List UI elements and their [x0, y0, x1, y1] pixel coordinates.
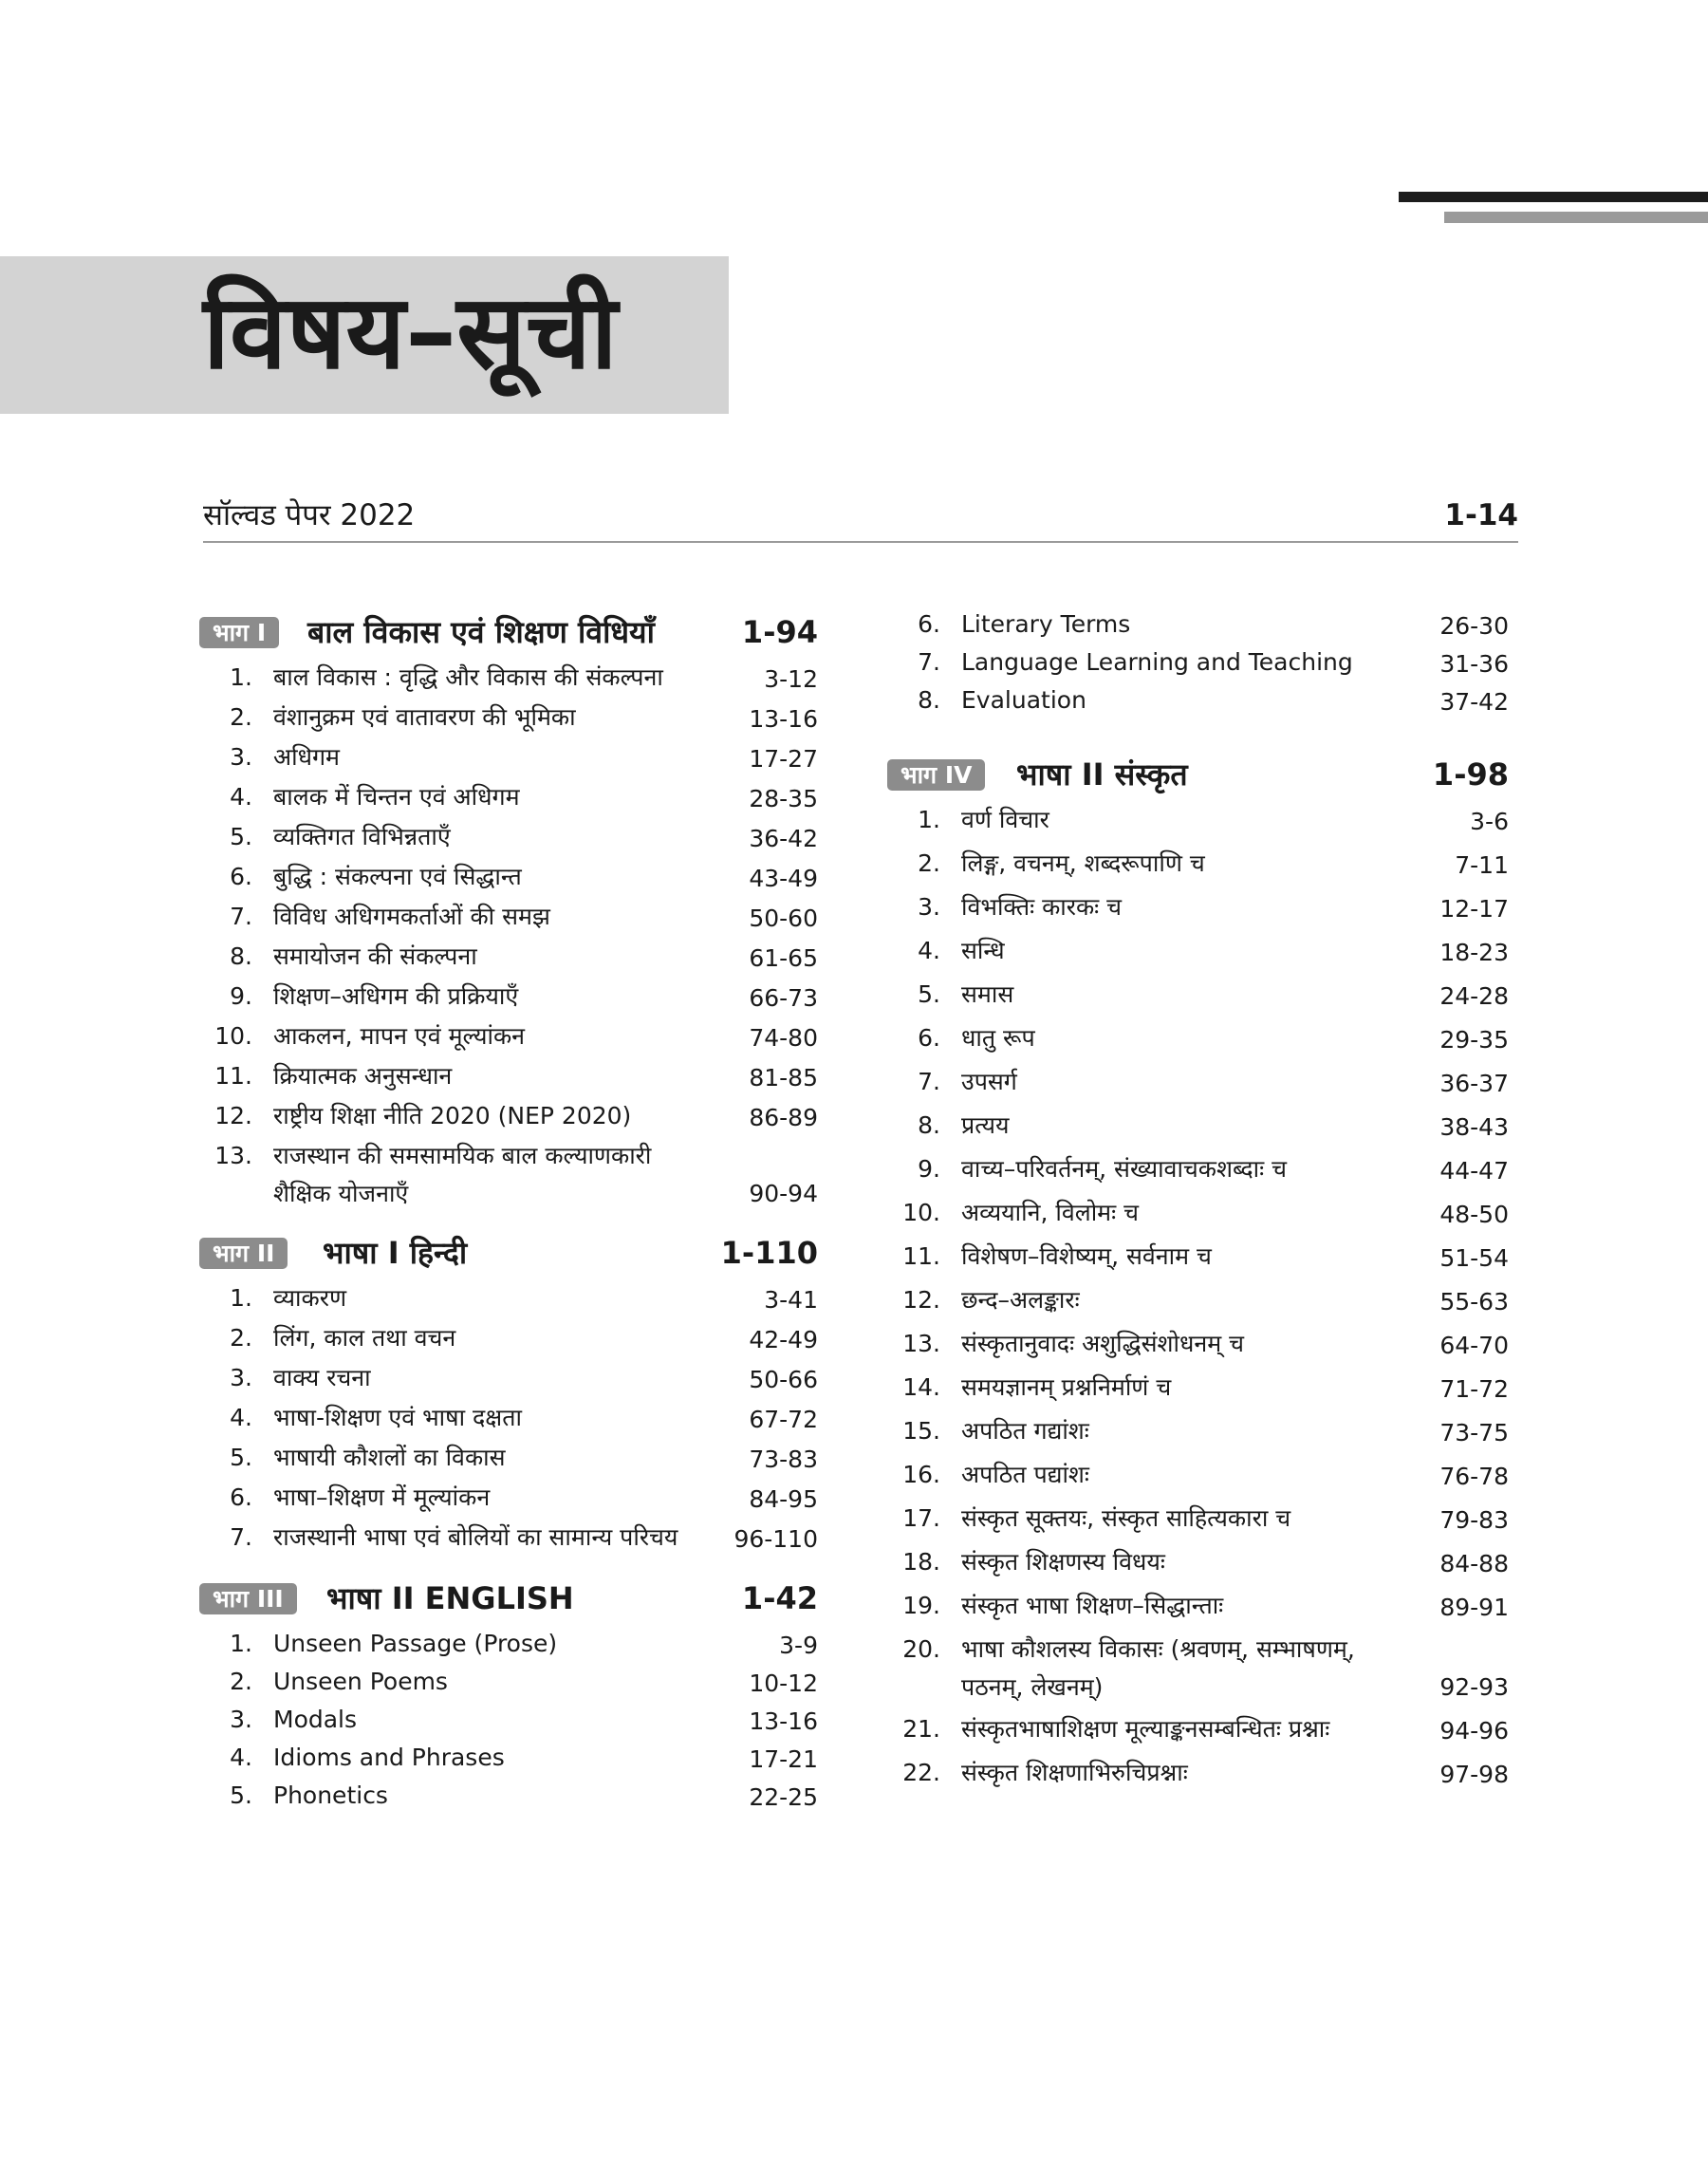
entry-number: 6. — [230, 1483, 252, 1511]
entry-number: 7. — [918, 648, 940, 676]
entry-pages: 89-91 — [1439, 1594, 1509, 1621]
section-items-part-4 — [887, 801, 1509, 1794]
entry-number: 8. — [230, 942, 252, 970]
entry-number: 4. — [230, 783, 252, 811]
toc-entry — [887, 932, 1509, 972]
toc-entry — [199, 1519, 818, 1558]
entry-number: 16. — [902, 1461, 940, 1488]
toc-entry — [887, 644, 1509, 683]
entry-number: 6. — [918, 1024, 940, 1052]
entry-title: संस्कृतभाषाशिक्षण मूल्याङ्कनसम्बन्धितः प्रश्नाः — [961, 1715, 1330, 1743]
entry-pages: 84-95 — [749, 1485, 818, 1513]
entry-pages: 13-16 — [749, 705, 818, 733]
toc-entry — [887, 801, 1509, 841]
entry-title: विभक्तिः कारकः च — [961, 893, 1123, 921]
entry-title: वाच्य–परिवर्तनम्, संख्यावाचकशब्दाः च — [961, 1155, 1287, 1183]
entry-number: 19. — [902, 1592, 940, 1619]
entry-number: 11. — [902, 1242, 940, 1270]
entry-pages: 73-83 — [749, 1446, 818, 1473]
toc-entry — [199, 1097, 818, 1137]
toc-entry — [199, 738, 818, 778]
part-badge: भाग I — [199, 617, 279, 648]
entry-title: वंशानुक्रम एवं वातावरण की भूमिका — [273, 703, 576, 731]
entry-title: Literary Terms — [961, 610, 1131, 638]
entry-title: लिंग, काल तथा वचन — [273, 1324, 456, 1352]
entry-pages: 61-65 — [749, 944, 818, 972]
section-items-part-1 — [199, 659, 818, 1213]
section-title: भाषा I हिन्दी — [323, 1235, 468, 1271]
entry-number: 2. — [230, 703, 252, 731]
entry-pages: 66-73 — [749, 984, 818, 1012]
entry-pages: 73-75 — [1439, 1419, 1509, 1446]
section-title: बाल विकास एवं शिक्षण विधियाँ — [307, 614, 655, 650]
section-pages: 1-42 — [741, 1580, 818, 1616]
entry-title: Language Learning and Teaching — [961, 648, 1353, 676]
entry-number: 5. — [230, 823, 252, 850]
entry-title: Unseen Passage (Prose) — [273, 1630, 558, 1657]
toc-entry — [887, 845, 1509, 885]
entry-title: वर्ण विचार — [961, 806, 1049, 833]
entry-title: धातु रूप — [961, 1024, 1035, 1052]
entry-number: 3. — [230, 743, 252, 771]
entry-title: समायोजन की संकल्पना — [273, 942, 477, 970]
solved-paper-row — [203, 492, 1518, 539]
toc-entry — [887, 1631, 1509, 1707]
toc-entry — [199, 1479, 818, 1519]
entry-pages: 90-94 — [749, 1180, 818, 1207]
entry-number: 3. — [918, 893, 940, 921]
entry-number: 12. — [214, 1102, 252, 1129]
solved-paper-label: सॉल्वड पेपर 2022 — [203, 498, 416, 532]
entry-pages: 42-49 — [749, 1326, 818, 1353]
entry-title: Evaluation — [961, 686, 1086, 714]
entry-pages: 3-41 — [764, 1286, 818, 1314]
entry-pages: 3-9 — [779, 1632, 818, 1659]
entry-title: समास — [961, 980, 1014, 1008]
toc-entry — [887, 1107, 1509, 1147]
entry-number: 2. — [230, 1324, 252, 1352]
entry-pages: 79-83 — [1439, 1506, 1509, 1534]
entry-pages: 3-12 — [764, 665, 818, 693]
entry-pages: 26-30 — [1439, 612, 1509, 640]
entry-number: 6. — [230, 863, 252, 890]
entry-title: संस्कृत शिक्षणस्य विधयः — [961, 1548, 1165, 1576]
toc-entry — [887, 1150, 1509, 1190]
entry-title: प्रत्यय — [961, 1111, 1010, 1139]
toc-entry — [887, 1587, 1509, 1627]
entry-number: 7. — [918, 1068, 940, 1095]
entry-pages: 84-88 — [1439, 1550, 1509, 1577]
entry-number: 5. — [230, 1782, 252, 1809]
entry-title: Modals — [273, 1706, 358, 1733]
entry-pages: 36-42 — [749, 825, 818, 852]
section-title: भाषा II ENGLISH — [326, 1580, 574, 1616]
toc-entry — [887, 1325, 1509, 1365]
entry-title: अपठित पद्यांशः — [961, 1461, 1089, 1488]
entry-number: 6. — [918, 610, 940, 638]
entry-title: व्यक्तिगत विभिन्नताएँ — [273, 823, 451, 850]
entry-pages: 67-72 — [749, 1406, 818, 1433]
toc-entry — [199, 1319, 818, 1359]
toc-entry — [887, 1710, 1509, 1750]
entry-title: अपठित गद्यांशः — [961, 1417, 1089, 1445]
entry-title: भाषायी कौशलों का विकास — [273, 1444, 506, 1471]
part-badge: भाग III — [199, 1583, 297, 1614]
entry-number: 22. — [902, 1759, 940, 1786]
entry-number: 12. — [902, 1286, 940, 1314]
entry-pages: 13-16 — [749, 1707, 818, 1735]
entry-number: 1. — [918, 806, 940, 833]
toc-entry — [887, 1543, 1509, 1583]
entry-title: संस्कृतानुवादः अशुद्धिसंशोधनम् च — [961, 1330, 1245, 1357]
toc-entry — [199, 1739, 818, 1779]
toc-entry — [199, 1663, 818, 1703]
entry-pages: 94-96 — [1439, 1717, 1509, 1745]
toc-entry — [199, 1279, 818, 1319]
toc-entry — [199, 1625, 818, 1665]
entry-title: राजस्थानी भाषा एवं बोलियों का सामान्य परिचय — [273, 1523, 678, 1551]
entry-pages: 51-54 — [1439, 1244, 1509, 1272]
entry-number: 4. — [230, 1404, 252, 1431]
toc-entry — [887, 1063, 1509, 1103]
toc-entry — [199, 1017, 818, 1057]
entry-pages: 81-85 — [749, 1064, 818, 1092]
entry-title: शिक्षण–अधिगम की प्रक्रियाएँ — [273, 982, 519, 1010]
section-heading-part-4 — [887, 748, 1509, 801]
entry-number: 3. — [230, 1706, 252, 1733]
toc-entry — [199, 1777, 818, 1817]
toc-entry — [199, 938, 818, 978]
entry-pages: 50-60 — [749, 905, 818, 932]
entry-number: 11. — [214, 1062, 252, 1090]
entry-title: Idioms and Phrases — [273, 1744, 505, 1771]
toc-entry — [887, 976, 1509, 1016]
section-heading-part-2 — [199, 1226, 818, 1279]
entry-number: 1. — [230, 663, 252, 691]
toc-entry — [887, 606, 1509, 645]
entry-pages: 29-35 — [1439, 1026, 1509, 1054]
entry-number: 10. — [214, 1022, 252, 1050]
entry-pages: 10-12 — [749, 1670, 818, 1697]
toc-right-column — [887, 606, 1509, 1798]
entry-title: अधिगम — [273, 743, 340, 771]
entry-pages: 18-23 — [1439, 939, 1509, 966]
entry-title: उपसर्ग — [961, 1068, 1017, 1095]
toc-entry — [887, 1194, 1509, 1234]
entry-pages: 44-47 — [1439, 1157, 1509, 1185]
entry-pages: 38-43 — [1439, 1113, 1509, 1141]
toc-entry — [887, 1238, 1509, 1278]
toc-entry — [887, 1754, 1509, 1794]
entry-number: 8. — [918, 1111, 940, 1139]
entry-number: 1. — [230, 1284, 252, 1312]
entry-pages: 86-89 — [749, 1104, 818, 1131]
entry-number: 21. — [902, 1715, 940, 1743]
page-title: विषय–सूची — [203, 273, 618, 392]
entry-title: समयज्ञानम् प्रश्ननिर्माणं च — [961, 1373, 1172, 1401]
toc-entry — [887, 1412, 1509, 1452]
section-pages: 1-94 — [741, 614, 818, 650]
entry-number: 2. — [918, 849, 940, 877]
entry-title: विशेषण–विशेष्यम्, सर्वनाम च — [961, 1242, 1212, 1270]
toc-entry — [199, 978, 818, 1017]
entry-title: लिङ्ग, वचनम्, शब्दरूपाणि च — [961, 849, 1205, 877]
entry-pages: 71-72 — [1439, 1375, 1509, 1403]
section-heading-part-1 — [199, 606, 818, 659]
entry-title: वाक्य रचना — [273, 1364, 371, 1391]
toc-entry — [199, 778, 818, 818]
entry-pages: 97-98 — [1439, 1761, 1509, 1788]
toc-entry — [887, 1281, 1509, 1321]
entry-number: 4. — [230, 1744, 252, 1771]
entry-pages: 28-35 — [749, 785, 818, 812]
entry-number: 3. — [230, 1364, 252, 1391]
section-items-part-3-continued — [887, 606, 1509, 721]
entry-title: सन्धि — [961, 937, 1005, 964]
entry-title: संस्कृत सूक्तयः, संस्कृत साहित्यकारा च — [961, 1504, 1291, 1532]
entry-pages: 92-93 — [1439, 1673, 1509, 1701]
entry-number: 13. — [214, 1142, 252, 1169]
entry-number: 20. — [902, 1635, 940, 1663]
entry-pages: 96-110 — [733, 1525, 818, 1553]
entry-title: अव्ययानि, विलोमः च — [961, 1199, 1139, 1226]
entry-pages: 3-6 — [1470, 808, 1509, 835]
entry-pages: 12-17 — [1439, 895, 1509, 923]
entry-pages: 74-80 — [749, 1024, 818, 1052]
toc-entry — [887, 1019, 1509, 1059]
toc-entry — [887, 681, 1509, 721]
toc-entry — [887, 1369, 1509, 1409]
section-items-part-3 — [199, 1625, 818, 1817]
toc-entry — [199, 1137, 818, 1213]
entry-title: Unseen Poems — [273, 1668, 448, 1695]
toc-entry — [199, 1359, 818, 1399]
toc-entry — [887, 1456, 1509, 1496]
toc-entry — [199, 699, 818, 738]
section-title: भाषा II संस्कृत — [1016, 756, 1188, 793]
entry-title: आकलन, मापन एवं मूल्यांकन — [273, 1022, 526, 1050]
toc-entry — [199, 898, 818, 938]
entry-title: संस्कृत शिक्षणाभिरुचिप्रश्नाः — [961, 1759, 1188, 1786]
entry-title: छन्द–अलङ्कारः — [961, 1286, 1080, 1314]
entry-pages: 24-28 — [1439, 982, 1509, 1010]
part-badge: भाग IV — [887, 759, 985, 791]
entry-pages: 31-36 — [1439, 650, 1509, 678]
header-divider — [203, 541, 1518, 543]
toc-entry — [199, 1057, 818, 1097]
part-badge: भाग II — [199, 1238, 288, 1269]
entry-number: 8. — [918, 686, 940, 714]
solved-paper-pages: 1-14 — [1444, 498, 1518, 532]
entry-title: विविध अधिगमकर्ताओं की समझ — [273, 903, 550, 930]
decorative-bar-gray — [1444, 212, 1708, 223]
entry-number: 10. — [902, 1199, 940, 1226]
entry-pages: 50-66 — [749, 1366, 818, 1393]
entry-title: भाषा कौशलस्य विकासः (श्रवणम्, सम्भाषणम्, पठनम्, लेखनम्) — [961, 1635, 1355, 1701]
section-pages: 1-98 — [1432, 756, 1509, 793]
toc-entry — [887, 888, 1509, 928]
toc-entry — [887, 1500, 1509, 1539]
entry-number: 1. — [230, 1630, 252, 1657]
entry-number: 9. — [918, 1155, 940, 1183]
entry-pages: 36-37 — [1439, 1070, 1509, 1097]
decorative-bar-dark — [1399, 192, 1708, 202]
entry-title: बाल विकास : वृद्धि और विकास की संकल्पना — [273, 663, 663, 691]
entry-title: राजस्थान की समसामयिक बाल कल्याणकारी शैक्षिक योजनाएँ — [273, 1142, 652, 1207]
entry-number: 5. — [230, 1444, 252, 1471]
entry-number: 15. — [902, 1417, 940, 1445]
entry-pages: 17-27 — [749, 745, 818, 773]
entry-title: क्रियात्मक अनुसन्धान — [273, 1062, 453, 1090]
entry-pages: 64-70 — [1439, 1332, 1509, 1359]
toc-entry — [199, 1701, 818, 1741]
entry-title: संस्कृत भाषा शिक्षण–सिद्धान्ताः — [961, 1592, 1224, 1619]
entry-number: 7. — [230, 1523, 252, 1551]
entry-title: व्याकरण — [273, 1284, 347, 1312]
entry-number: 13. — [902, 1330, 940, 1357]
toc-entry — [199, 1439, 818, 1479]
entry-pages: 22-25 — [749, 1783, 818, 1811]
entry-number: 17. — [902, 1504, 940, 1532]
entry-pages: 7-11 — [1455, 851, 1509, 879]
section-pages: 1-110 — [720, 1235, 818, 1271]
entry-title: बुद्धि : संकल्पना एवं सिद्धान्त — [273, 863, 522, 890]
entry-title: बालक में चिन्तन एवं अधिगम — [273, 783, 520, 811]
entry-number: 5. — [918, 980, 940, 1008]
toc-entry — [199, 858, 818, 898]
entry-pages: 43-49 — [749, 865, 818, 892]
section-heading-part-3 — [199, 1572, 818, 1625]
entry-number: 7. — [230, 903, 252, 930]
entry-title: Phonetics — [273, 1782, 388, 1809]
entry-number: 14. — [902, 1373, 940, 1401]
entry-number: 18. — [902, 1548, 940, 1576]
toc-entry — [199, 659, 818, 699]
toc-entry — [199, 1399, 818, 1439]
entry-number: 4. — [918, 937, 940, 964]
entry-number: 9. — [230, 982, 252, 1010]
entry-pages: 76-78 — [1439, 1463, 1509, 1490]
entry-title: भाषा–शिक्षण में मूल्यांकन — [273, 1483, 491, 1511]
entry-pages: 55-63 — [1439, 1288, 1509, 1315]
entry-pages: 48-50 — [1439, 1201, 1509, 1228]
toc-entry — [199, 818, 818, 858]
section-items-part-2 — [199, 1279, 818, 1558]
toc-left-column — [199, 606, 818, 1815]
entry-title: राष्ट्रीय शिक्षा नीति 2020 (NEP 2020) — [273, 1102, 632, 1129]
entry-pages: 37-42 — [1439, 688, 1509, 716]
entry-number: 2. — [230, 1668, 252, 1695]
entry-pages: 17-21 — [749, 1745, 818, 1773]
entry-title: भाषा-शिक्षण एवं भाषा दक्षता — [273, 1404, 522, 1431]
